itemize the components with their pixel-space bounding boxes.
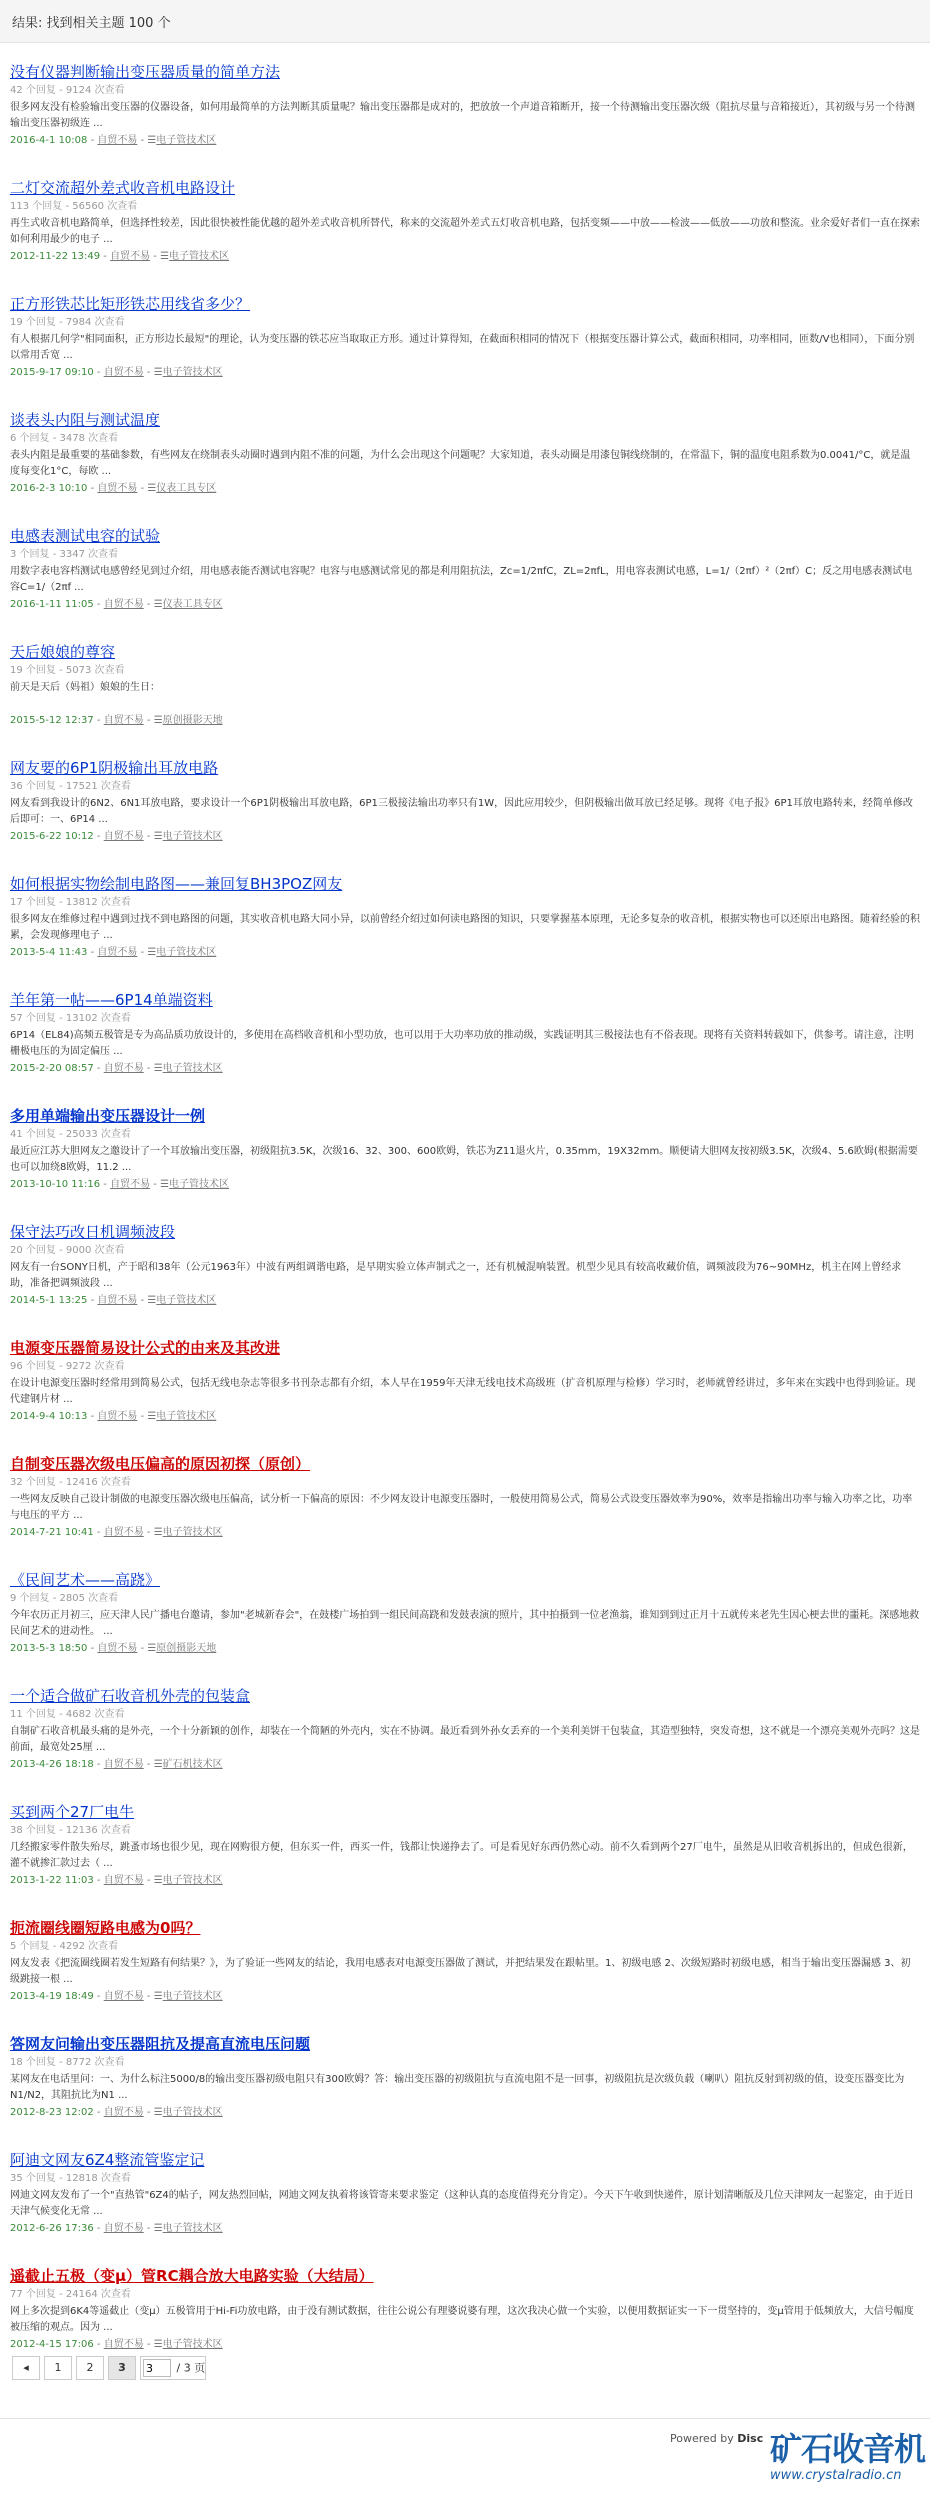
author-link[interactable]: 自贸不易 — [97, 483, 138, 494]
post-date: 2012-8-23 12:02 — [10, 2107, 94, 2118]
author-link[interactable]: 自贸不易 — [103, 599, 144, 610]
forum-icon: ☰ — [153, 2107, 163, 2118]
post-date: 2013-4-19 18:49 — [10, 1991, 94, 2002]
thread-stats: 9 个回复 - 2805 次查看 — [10, 1593, 119, 1604]
reply-count: 5 个回复 — [10, 1941, 50, 1952]
post-date: 2013-1-22 11:03 — [10, 1875, 94, 1886]
thread-footer: 2014-9-4 10:13 - 自贸不易 - ☰电子管技术区 — [10, 1411, 217, 1422]
forum-icon: ☰ — [147, 1411, 157, 1422]
forum-icon: ☰ — [160, 1179, 170, 1190]
author-link[interactable]: 自贸不易 — [97, 1295, 138, 1306]
view-count: 12818 次查看 — [65, 2173, 131, 2184]
thread-title-link[interactable]: 如何根据实物绘制电路图——兼回复BH3POZ网友 — [10, 875, 343, 893]
page-link-1[interactable]: 1 — [44, 2356, 72, 2380]
thread-excerpt: 在设计电源变压器时经常用到简易公式，包括无线电杂志等很多书刊杂志都有介绍，本人早在1959年天津无线电技术高级班（扩音机原理与检修）学习时，老师就曾经讲过，多年来在实践中也得到验证。现代建钢片材 ... — [10, 1378, 916, 1405]
list-item — [10, 2034, 920, 2150]
thread-title-link[interactable]: 多用单端输出变压器设计一例 — [10, 1107, 206, 1125]
forum-link[interactable]: 原创摄影天地 — [156, 1643, 217, 1654]
results-list — [10, 62, 920, 2382]
forum-icon: ☰ — [147, 483, 157, 494]
list-item — [10, 874, 920, 990]
forum-link[interactable]: 电子管技术区 — [156, 1295, 217, 1306]
thread-title-link[interactable]: 没有仪器判断输出变压器质量的简单方法 — [10, 63, 281, 81]
view-count: 12416 次查看 — [65, 1477, 131, 1488]
forum-link[interactable]: 电子管技术区 — [162, 1991, 223, 2002]
forum-icon: ☰ — [160, 251, 170, 262]
reply-count: 19 个回复 — [10, 665, 56, 676]
powered-prefix: Powered by — [670, 2432, 734, 2445]
list-item — [10, 1338, 920, 1454]
thread-footer: 2015-5-12 12:37 - 自贸不易 - ☰原创摄影天地 — [10, 715, 223, 726]
thread-excerpt: 用数字表电容档测试电感曾经见到过介绍，用电感表能否测试电容呢？电容与电感测试常见的都是利用阻抗法，Zc=1/2πfC，ZL=2πfL，用电容表测试电感，L=1/（2πf）²（2πf）C；反之用电感表测试电容C=1/（2πf ... — [10, 566, 913, 593]
reply-count: 113 个回复 — [10, 201, 63, 212]
powered-by — [670, 2432, 763, 2445]
forum-icon: ☰ — [153, 367, 163, 378]
page-jump — [140, 2356, 206, 2380]
reply-count: 9 个回复 — [10, 1593, 50, 1604]
reply-count: 19 个回复 — [10, 317, 56, 328]
view-count: 5073 次查看 — [65, 665, 125, 676]
thread-stats: 19 个回复 - 7984 次查看 — [10, 317, 125, 328]
author-link[interactable]: 自贸不易 — [110, 251, 151, 262]
author-link[interactable]: 自贸不易 — [103, 1875, 144, 1886]
forum-icon: ☰ — [153, 2223, 163, 2234]
post-date: 2014-7-21 10:41 — [10, 1527, 94, 1538]
forum-link[interactable]: 电子管技术区 — [156, 135, 217, 146]
chevron-left-icon[interactable]: ◂ — [12, 2356, 40, 2380]
thread-footer: 2013-5-4 11:43 - 自贸不易 - ☰电子管技术区 — [10, 947, 217, 958]
author-link[interactable]: 自贸不易 — [103, 715, 144, 726]
thread-stats: 42 个回复 - 9124 次查看 — [10, 85, 125, 96]
post-date: 2013-5-4 11:43 — [10, 947, 88, 958]
view-count: 9272 次查看 — [65, 1361, 125, 1372]
thread-footer: 2012-8-23 12:02 - 自贸不易 - ☰电子管技术区 — [10, 2107, 223, 2118]
forum-icon: ☰ — [153, 1875, 163, 1886]
list-item — [10, 1918, 920, 2034]
page-jump-input[interactable] — [143, 2359, 171, 2377]
thread-title-link[interactable]: 保守法巧改日机调频波段 — [10, 1223, 176, 1241]
thread-excerpt: 几经搬家零件散失殆尽，跳蚤市场也很少见，现在网购很方便，但东买一件，西买一件，钱都让快递挣去了。可是看见好东西仍然心动。前不久看到两个27厂电牛，虽然是从旧收音机拆出的，但成色很新，灌不就掺汇款过去（ ... — [10, 1842, 913, 1869]
forum-icon: ☰ — [153, 831, 163, 842]
post-date: 2012-11-22 13:49 — [10, 251, 101, 262]
thread-footer: 2015-9-17 09:10 - 自贸不易 - ☰电子管技术区 — [10, 367, 223, 378]
reply-count: 20 个回复 — [10, 1245, 56, 1256]
reply-count: 38 个回复 — [10, 1825, 56, 1836]
author-link[interactable]: 自贸不易 — [103, 2107, 144, 2118]
reply-count: 77 个回复 — [10, 2289, 56, 2300]
author-link[interactable]: 自贸不易 — [103, 831, 144, 842]
thread-stats: 41 个回复 - 25033 次查看 — [10, 1129, 131, 1140]
thread-stats: 18 个回复 - 8772 次查看 — [10, 2057, 125, 2068]
forum-icon: ☰ — [153, 599, 163, 610]
reply-count: 11 个回复 — [10, 1709, 56, 1720]
thread-title-link[interactable]: 阿迪文网友6Z4整流管鉴定记 — [10, 2151, 205, 2169]
forum-link[interactable]: 电子管技术区 — [162, 831, 223, 842]
pagination — [12, 2356, 206, 2382]
thread-excerpt: 最近应江苏大胆网友之邀设计了一个耳放输出变压器，初级阻抗3.5K，次级16、32、300、600欧姆，铁芯为Z11退火片，0.35mm，19X32mm。顺便请大胆网友按初级3.5K，次级4、5.6欧姆(根据需要也可以加绕8欧姆，11.2 ... — [10, 1146, 918, 1173]
post-date: 2016-2-3 10:10 — [10, 483, 88, 494]
post-date: 2014-9-4 10:13 — [10, 1411, 88, 1422]
view-count: 17521 次查看 — [65, 781, 131, 792]
thread-excerpt: 网迪文网友发布了一个"直热管"6Z4的帖子，网友热烈回帖，网迪文网友执着将该管寄来要求鉴定（这种认真的态度值得充分肯定）。今天下午收到快递件，原计划清晰版及几位天津网友一起鉴定，由于近日天津气候变化无常 ... — [10, 2190, 914, 2217]
post-date: 2012-6-26 17:36 — [10, 2223, 94, 2234]
thread-footer: 2013-1-22 11:03 - 自贸不易 - ☰电子管技术区 — [10, 1875, 223, 1886]
view-count: 2805 次查看 — [59, 1593, 119, 1604]
reply-count: 41 个回复 — [10, 1129, 56, 1140]
thread-stats: 38 个回复 - 12136 次查看 — [10, 1825, 131, 1836]
thread-stats: 35 个回复 - 12818 次查看 — [10, 2173, 131, 2184]
view-count: 13102 次查看 — [65, 1013, 131, 1024]
post-date: 2015-9-17 09:10 — [10, 367, 94, 378]
post-date: 2013-10-10 11:16 — [10, 1179, 101, 1190]
thread-footer: 2016-4-1 10:08 - 自贸不易 - ☰电子管技术区 — [10, 135, 217, 146]
thread-footer: 2013-10-10 11:16 - 自贸不易 - ☰电子管技术区 — [10, 1179, 230, 1190]
thread-excerpt: 前天是天后（妈祖）娘娘的生日： — [10, 682, 160, 693]
view-count: 56560 次查看 — [72, 201, 138, 212]
thread-stats: 11 个回复 - 4682 次查看 — [10, 1709, 125, 1720]
post-date: 2015-5-12 12:37 — [10, 715, 94, 726]
thread-stats: 32 个回复 - 12416 次查看 — [10, 1477, 131, 1488]
thread-footer: 2016-2-3 10:10 - 自贸不易 - ☰仪表工具专区 — [10, 483, 217, 494]
forum-icon: ☰ — [153, 1991, 163, 2002]
thread-excerpt: 很多网友在维修过程中遇到过找不到电路图的问题，其实收音机电路大同小异，以前曾经介绍过如何读电路图的知识，只要掌握基本原理，无论多复杂的收音机，根据实物也可以还原出电路图。随着经验的积累，会发现修理电子 ... — [10, 914, 920, 941]
reply-count: 18 个回复 — [10, 2057, 56, 2068]
results-count-text: 结果: 找到相关主题 100 个 — [12, 16, 171, 31]
post-date: 2013-4-26 18:18 — [10, 1759, 94, 1770]
watermark-url: www.crystalradio.cn — [770, 2468, 902, 2483]
view-count: 4292 次查看 — [59, 1941, 119, 1952]
forum-link[interactable]: 电子管技术区 — [162, 2107, 223, 2118]
page-link-3-current[interactable]: 3 — [108, 2356, 136, 2380]
author-link[interactable]: 自贸不易 — [97, 1643, 138, 1654]
list-item — [10, 178, 920, 294]
view-count: 25033 次查看 — [65, 1129, 131, 1140]
thread-footer: 2013-4-19 18:49 - 自贸不易 - ☰电子管技术区 — [10, 1991, 223, 2002]
list-item — [10, 1686, 920, 1802]
results-header — [0, 0, 930, 43]
thread-excerpt: 网友有一台SONY日机，产于昭和38年（公元1963年）中波有两组调谐电路，是早期实验立体声制式之一，还有机械混响装置。机型少见具有较高收藏价值，调频波段为76~90MHz，机主在网上曾经求助，准备把调频波段 ... — [10, 1262, 902, 1289]
forum-link[interactable]: 电子管技术区 — [162, 2339, 223, 2350]
thread-stats: 3 个回复 - 3347 次查看 — [10, 549, 119, 560]
thread-title-link[interactable]: 二灯交流超外差式收音机电路设计 — [10, 179, 236, 197]
list-item — [10, 2150, 920, 2266]
thread-footer: 2012-4-15 17:06 - 自贸不易 - ☰电子管技术区 — [10, 2339, 223, 2350]
thread-footer: 2015-2-20 08:57 - 自贸不易 - ☰电子管技术区 — [10, 1063, 223, 1074]
post-date: 2012-4-15 17:06 — [10, 2339, 94, 2350]
thread-title-link[interactable]: 谈表头内阻与测试温度 — [10, 411, 161, 429]
thread-footer: 2014-5-1 13:25 - 自贸不易 - ☰电子管技术区 — [10, 1295, 217, 1306]
forum-link[interactable]: 电子管技术区 — [162, 367, 223, 378]
page-total-text: / 3 页 — [176, 2361, 206, 2375]
forum-icon: ☰ — [153, 1759, 163, 1770]
forum-link[interactable]: 仪表工具专区 — [162, 599, 223, 610]
list-item — [10, 294, 920, 410]
thread-title-link[interactable]: 遥截止五极（变μ）管RC耦合放大电路实验（大结局） — [10, 2267, 374, 2285]
view-count: 3347 次查看 — [59, 549, 119, 560]
list-item — [10, 526, 920, 642]
thread-stats: 36 个回复 - 17521 次查看 — [10, 781, 131, 792]
list-item — [10, 642, 920, 758]
thread-excerpt: 表头内阻是最重要的基础参数，有些网友在绕制表头动圈时遇到内阻不准的问题，为什么会出现这个问题呢？大家知道，表头动圈是用漆包铜线绕制的，在常温下，铜的温度电阻系数为0.0041/°C，就是温度每变化1°C，每欧 ... — [10, 450, 911, 477]
thread-stats: 17 个回复 - 13812 次查看 — [10, 897, 131, 908]
author-link[interactable]: 自贸不易 — [103, 367, 144, 378]
list-item — [10, 1454, 920, 1570]
forum-link[interactable]: 电子管技术区 — [162, 1063, 223, 1074]
post-date: 2015-2-20 08:57 — [10, 1063, 94, 1074]
reply-count: 32 个回复 — [10, 1477, 56, 1488]
thread-footer: 2016-1-11 11:05 - 自贸不易 - ☰仪表工具专区 — [10, 599, 223, 610]
view-count: 3478 次查看 — [59, 433, 119, 444]
thread-footer: 2013-5-3 18:50 - 自贸不易 - ☰原创摄影天地 — [10, 1643, 217, 1654]
forum-link[interactable]: 电子管技术区 — [162, 1875, 223, 1886]
forum-icon: ☰ — [153, 2339, 163, 2350]
list-item — [10, 1222, 920, 1338]
thread-stats: 96 个回复 - 9272 次查看 — [10, 1361, 125, 1372]
thread-stats: 113 个回复 - 56560 次查看 — [10, 201, 138, 212]
thread-excerpt: 网友看到我设计的6N2、6N1耳放电路，要求设计一个6P1阴极输出耳放电路，6P1三极接法输出功率只有1W，因此应用较少，但阴极输出做耳放已经足够。现将《电子报》6P1耳放电路转来，经简单修改后即可：一、6P14 ... — [10, 798, 913, 825]
footer-divider — [0, 2418, 930, 2419]
view-count: 9000 次查看 — [65, 1245, 125, 1256]
thread-stats: 20 个回复 - 9000 次查看 — [10, 1245, 125, 1256]
forum-link[interactable]: 电子管技术区 — [169, 1179, 230, 1190]
list-item — [10, 1802, 920, 1918]
thread-footer: 2014-7-21 10:41 - 自贸不易 - ☰电子管技术区 — [10, 1527, 223, 1538]
site-watermark-logo — [770, 2424, 926, 2488]
forum-icon: ☰ — [147, 1295, 157, 1306]
list-item — [10, 410, 920, 526]
author-link[interactable]: 自贸不易 — [97, 135, 138, 146]
thread-footer: 2012-6-26 17:36 - 自贸不易 - ☰电子管技术区 — [10, 2223, 223, 2234]
thread-title-link[interactable]: 一个适合做矿石收音机外壳的包装盒 — [10, 1687, 251, 1705]
thread-excerpt: 再生式收音机电路简单，但选择性较差，因此很快被性能优越的超外差式收音机所替代，称来的交流超外差式五灯收音机电路，包括变频——中放——检波——低放——功放和整流。业余爱好者们一直在探索如何利用最少的电子 ... — [10, 218, 920, 245]
reply-count: 3 个回复 — [10, 549, 50, 560]
thread-excerpt: 6P14（EL84)高频五极管是专为高品质功放设计的，多使用在高档收音机和小型功放，也可以用于大功率功放的推动级，实践证明其三极接法也有不俗表现。现将有关资料转载如下，供参考。请注意，注明栅极电压的为固定偏压 ... — [10, 1030, 914, 1057]
author-link[interactable]: 自贸不易 — [103, 1759, 144, 1770]
thread-excerpt: 网友发表《把流圈线圈若发生短路有何结果？》，为了验证一些网友的结论，我用电感表对电源变压器做了测试，并把结果发在跟帖里。1、初级电感 2、次级短路时初级电感，相当于输出变压器漏感 3、初级跳接一根 ... — [10, 1958, 911, 1985]
forum-link[interactable]: 电子管技术区 — [162, 2223, 223, 2234]
view-count: 9124 次查看 — [65, 85, 125, 96]
powered-brand-link[interactable]: Disc — [737, 2432, 764, 2445]
forum-link[interactable]: 电子管技术区 — [162, 1527, 223, 1538]
author-link[interactable]: 自贸不易 — [103, 1063, 144, 1074]
author-link[interactable]: 自贸不易 — [103, 1527, 144, 1538]
list-item — [10, 62, 920, 178]
thread-title-link[interactable]: 扼流圈线圈短路电感为0吗？ — [10, 1919, 201, 1937]
post-date: 2016-4-1 10:08 — [10, 135, 88, 146]
view-count: 12136 次查看 — [65, 1825, 131, 1836]
view-count: 8772 次查看 — [65, 2057, 125, 2068]
forum-link[interactable]: 电子管技术区 — [156, 1411, 217, 1422]
post-date: 2014-5-1 13:25 — [10, 1295, 88, 1306]
reply-count: 36 个回复 — [10, 781, 56, 792]
thread-title-link[interactable]: 买到两个27厂电牛 — [10, 1803, 135, 1821]
reply-count: 42 个回复 — [10, 85, 56, 96]
thread-excerpt: 自制矿石收音机最头痛的是外壳，一个十分新颖的创作，却装在一个简陋的外壳内，实在不协调。最近看到外孙女丢弃的一个美利美饼干包装盒，其造型独特，突发奇想，这不就是一个漂亮美观外壳吗？这是前面，最宽处25厘 ... — [10, 1726, 920, 1753]
thread-footer: 2015-6-22 10:12 - 自贸不易 - ☰电子管技术区 — [10, 831, 223, 842]
view-count: 7984 次查看 — [65, 317, 125, 328]
thread-footer: 2013-4-26 18:18 - 自贸不易 - ☰矿石机技术区 — [10, 1759, 223, 1770]
thread-excerpt: 今年农历正月初三，应天津人民广播电台邀请，参加"老城新春会"，在鼓楼广场拍到一组民间高跷和发鼓表演的照片，其中拍摄到一位老渔翁，谁知到到过正月十五就传来老先生因心梗去世的噩耗。深感地救民间艺术的进动性。 ... — [10, 1610, 920, 1637]
thread-footer: 2012-11-22 13:49 - 自贸不易 - ☰电子管技术区 — [10, 251, 230, 262]
reply-count: 96 个回复 — [10, 1361, 56, 1372]
thread-excerpt: 有人根据几何学"相同面积，正方形边长最短"的理论，认为变压器的铁芯应当取取正方形。通过计算得知，在截面积相同的情况下（根据变压器计算公式，截面积相同，功率相同，匝数/V也相同），下面分别以常用舌宽 ... — [10, 334, 915, 361]
reply-count: 6 个回复 — [10, 433, 50, 444]
author-link[interactable]: 自贸不易 — [103, 2223, 144, 2234]
watermark-text: 矿石收音机 — [770, 2430, 926, 2468]
thread-excerpt: 某网友在电话里问：一、为什么标注5000/8的输出变压器初级电阻只有300欧姆？答：输出变压器的初级阻抗与直流电阻不是一回事，初级阻抗是次级负载（喇叭）阻抗反射到初级的值，设变压器变比为N1/N2，其阻抗比为N1 ... — [10, 2074, 905, 2101]
forum-icon: ☰ — [147, 1643, 157, 1654]
post-date: 2015-6-22 10:12 — [10, 831, 94, 842]
thread-excerpt: 网上多次提到6K4等遥截止（变μ）五极管用于Hi-Fi功放电路，由于没有测试数据，往往公说公有理婆说婆有理，这次我决心做一个实验，以便用数据证实一下一贯坚持的，变μ管用于低频放大，大信号幅度被压缩的观点。因为 ... — [10, 2306, 914, 2333]
thread-title-link[interactable]: 答网友问输出变压器阻抗及提高直流电压问题 — [10, 2035, 311, 2053]
thread-excerpt: 很多网友没有检验输出变压器的仪器设备，如何用最简单的方法判断其质量呢？输出变压器都是成对的，把放放一个声道音箱断开，接一个待测输出变压器次级（阻抗尽量与音箱接近），其初级与另一个待测输出变压器初级连 ... — [10, 102, 915, 129]
thread-title-link[interactable]: 自制变压器次级电压偏高的原因初探（原创） — [10, 1455, 311, 1473]
view-count: 24164 次查看 — [65, 2289, 131, 2300]
forum-icon: ☰ — [153, 1527, 163, 1538]
forum-link[interactable]: 电子管技术区 — [169, 251, 230, 262]
forum-link[interactable]: 原创摄影天地 — [162, 715, 223, 726]
thread-stats: 57 个回复 - 13102 次查看 — [10, 1013, 131, 1024]
forum-link[interactable]: 仪表工具专区 — [156, 483, 217, 494]
forum-icon: ☰ — [153, 1063, 163, 1074]
reply-count: 35 个回复 — [10, 2173, 56, 2184]
forum-icon: ☰ — [147, 947, 157, 958]
thread-title-link[interactable]: 电源变压器简易设计公式的由来及其改进 — [10, 1339, 281, 1357]
post-date: 2016-1-11 11:05 — [10, 599, 94, 610]
author-link[interactable]: 自贸不易 — [103, 2339, 144, 2350]
thread-stats: 5 个回复 - 4292 次查看 — [10, 1941, 119, 1952]
forum-link[interactable]: 矿石机技术区 — [162, 1759, 223, 1770]
page-link-2[interactable]: 2 — [76, 2356, 104, 2380]
thread-title-link[interactable]: 网友要的6P1阴极输出耳放电路 — [10, 759, 219, 777]
author-link[interactable]: 自贸不易 — [97, 1411, 138, 1422]
list-item — [10, 990, 920, 1106]
thread-title-link[interactable]: 正方形铁芯比矩形铁芯用线省多少？ — [10, 295, 251, 313]
reply-count: 17 个回复 — [10, 897, 56, 908]
thread-title-link[interactable]: 电感表测试电容的试验 — [10, 527, 161, 545]
thread-title-link[interactable]: 《民间艺术——高跷》 — [10, 1571, 161, 1589]
view-count: 4682 次查看 — [65, 1709, 125, 1720]
thread-stats: 6 个回复 - 3478 次查看 — [10, 433, 119, 444]
forum-icon: ☰ — [147, 135, 157, 146]
author-link[interactable]: 自贸不易 — [97, 947, 138, 958]
author-link[interactable]: 自贸不易 — [110, 1179, 151, 1190]
list-item — [10, 1570, 920, 1686]
forum-icon: ☰ — [153, 715, 163, 726]
thread-title-link[interactable]: 天后娘娘的尊容 — [10, 643, 116, 661]
view-count: 13812 次查看 — [65, 897, 131, 908]
thread-title-link[interactable]: 羊年第一帖——6P14单端资料 — [10, 991, 213, 1009]
post-date: 2013-5-3 18:50 — [10, 1643, 88, 1654]
thread-stats: 77 个回复 - 24164 次查看 — [10, 2289, 131, 2300]
reply-count: 57 个回复 — [10, 1013, 56, 1024]
thread-stats: 19 个回复 - 5073 次查看 — [10, 665, 125, 676]
forum-link[interactable]: 电子管技术区 — [156, 947, 217, 958]
list-item — [10, 758, 920, 874]
author-link[interactable]: 自贸不易 — [103, 1991, 144, 2002]
list-item — [10, 1106, 920, 1222]
thread-excerpt: 一些网友反映自己设计制做的电源变压器次级电压偏高，试分析一下偏高的原因：不少网友设计电源变压器时，一般使用简易公式，简易公式设变压器效率为90%，效率是指输出功率与输入功率之比，功率与电压的平方 ... — [10, 1494, 913, 1521]
